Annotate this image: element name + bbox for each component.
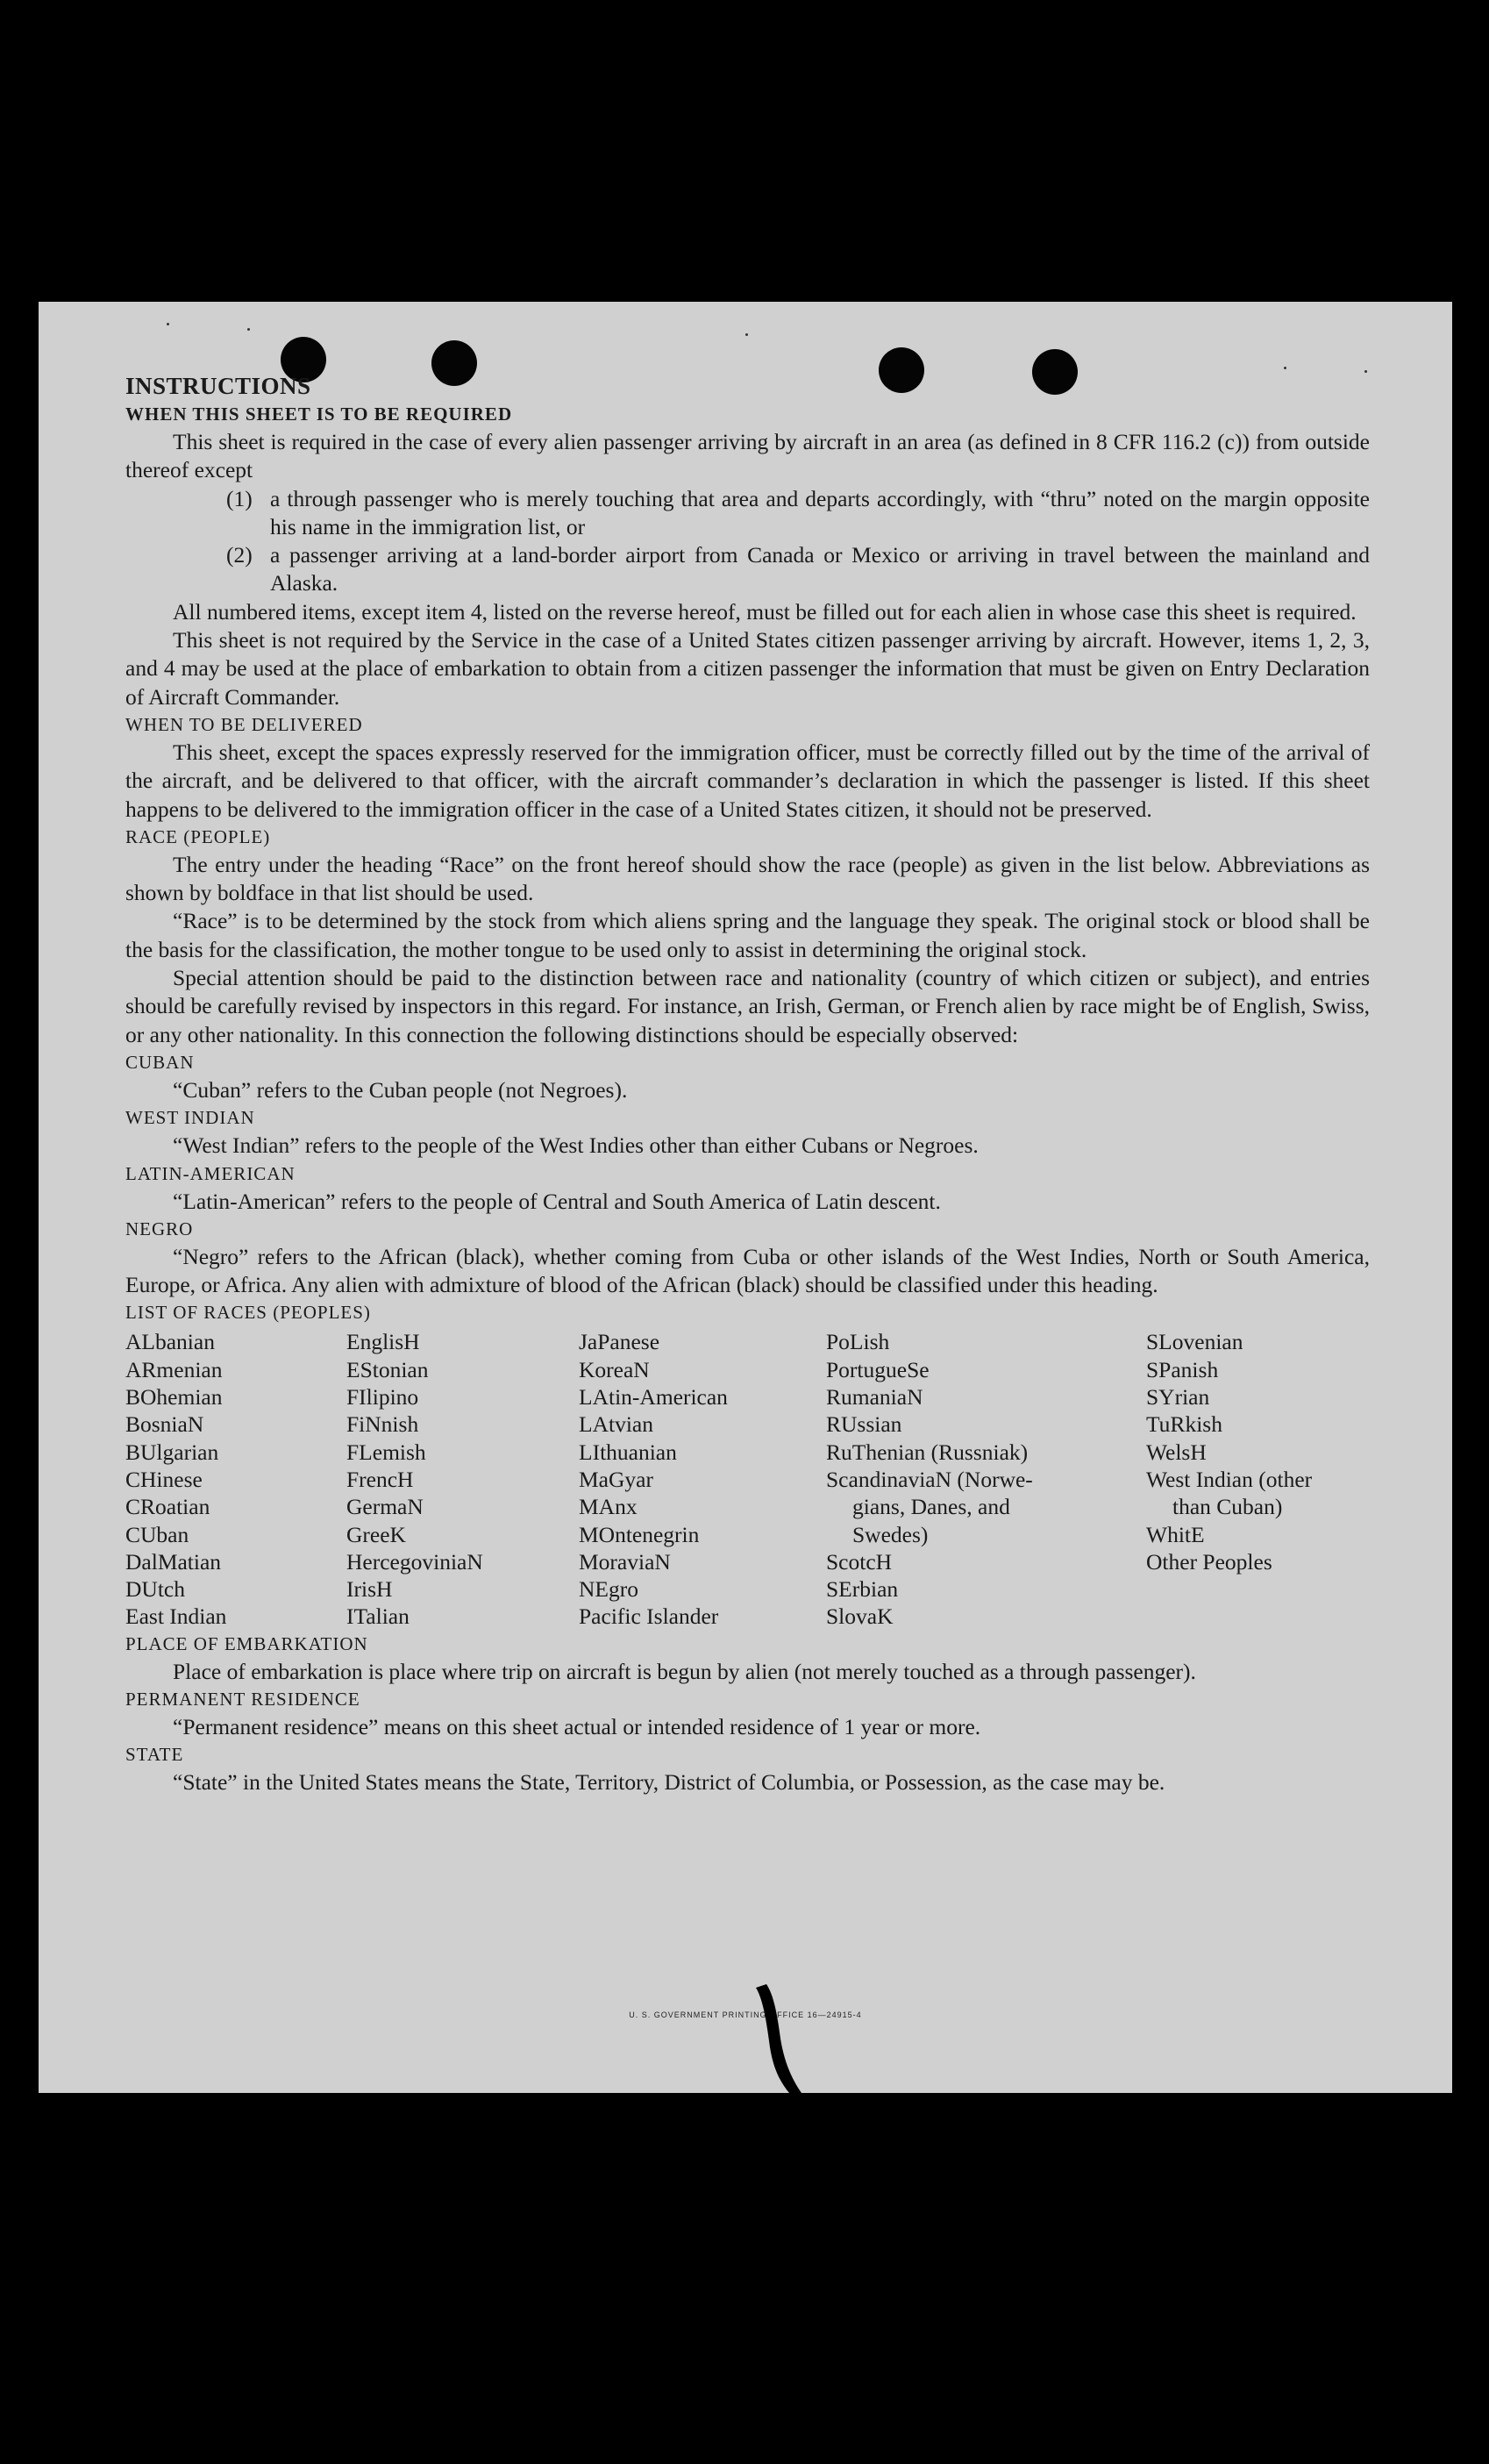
heading-latin-american: LATIN-AMERICAN xyxy=(125,1162,296,1184)
race-entry: BUlgarian xyxy=(125,1439,219,1465)
race-entry: DUtch xyxy=(125,1576,185,1603)
race-entry: ScotcH xyxy=(826,1548,893,1575)
race-entry: ScandinaviaN (Norwe- xyxy=(826,1466,1033,1492)
race-entry: GreeK xyxy=(346,1521,406,1547)
ink-mark xyxy=(39,302,1452,2093)
race-entry: MoraviaN xyxy=(579,1548,671,1575)
heading-cuban: CUBAN xyxy=(125,1051,195,1073)
race-entry: West Indian (other xyxy=(1146,1466,1313,1492)
heading-list-of-races: LIST OF RACES (PEOPLES) xyxy=(125,1302,371,1324)
paragraph-race-nationality: Special attention should be paid to the distinction between race and nationality (country of which citizen or subject), and entries should be carefully revised by inspectors in this regard. For instance, an Irish, German, or French alien by race might be of English, Swiss, or any other nationality. In this connection the following distinctions should be especially observed: xyxy=(125,965,1370,1047)
paragraph-state: “State” in the United States means the State, Territory, District of Columbia, or Possession, as the case may be. xyxy=(173,1769,1165,1796)
race-entry: MAnx xyxy=(579,1494,638,1520)
race-entry: BosniaN xyxy=(125,1411,204,1438)
race-entry: NEgro xyxy=(579,1576,638,1603)
race-entry: GermaN xyxy=(346,1494,424,1520)
race-entry-continued: than Cuban) xyxy=(1172,1494,1283,1520)
race-entry: ITalian xyxy=(346,1603,410,1630)
heading-when-required: WHEN THIS SHEET IS TO BE REQUIRED xyxy=(125,404,513,425)
heading-race: RACE (PEOPLE) xyxy=(125,825,271,847)
paragraph-cuban: “Cuban” refers to the Cuban people (not Negroes). xyxy=(173,1076,628,1103)
paragraph-when-required-intro: This sheet is required in the case of every alien passenger arriving by aircraft in an area (as defined in 8 CFR 116.2 (c)) from outside thereof except xyxy=(125,429,1370,483)
race-entry: WhitE xyxy=(1146,1521,1205,1547)
race-entry: SErbian xyxy=(826,1576,899,1603)
race-entry: FiNnish xyxy=(346,1411,419,1438)
heading-permanent-residence: PERMANENT RESIDENCE xyxy=(125,1688,360,1710)
paragraph-when-delivered: This sheet, except the spaces expressly reserved for the immigration officer, must be correctly filled out by the time of the arrival of the aircraft, and be delivered to that officer, with the aircraft commander’s declaration in which the passenger is listed. If this sheet happens to be delivered to the immigration officer in the case of a United States citizen, it should not be preserved. xyxy=(125,739,1370,822)
race-entry: SPanish xyxy=(1146,1356,1219,1382)
race-entry: JaPanese xyxy=(579,1329,660,1355)
race-entry: ALbanian xyxy=(125,1329,215,1355)
paragraph-citizen-passenger: This sheet is not required by the Service in the case of a United States citizen passenger arriving by aircraft. However, items 1, 2, 3, and 4 may be used at the place of embarkation to obtain from a citizen passenger the information that must be given on Entry Declaration of Aircraft Commander. xyxy=(125,627,1370,710)
paragraph-latin-american: “Latin-American” refers to the people of Central and South America of Latin descent. xyxy=(173,1188,941,1214)
printing-office-imprint: U. S. GOVERNMENT PRINTING OFFICE 16—24915-4 xyxy=(629,2010,862,2019)
race-entry: SYrian xyxy=(1146,1384,1210,1411)
race-entry: SLovenian xyxy=(1146,1329,1243,1355)
heading-negro: NEGRO xyxy=(125,1218,194,1239)
race-entry: CRoatian xyxy=(125,1494,210,1520)
race-entry: EStonian xyxy=(346,1356,429,1382)
paragraph-west-indian: “West Indian” refers to the people of the West Indies other than either Cubans or Negroes. xyxy=(173,1132,979,1159)
paragraph-permanent-residence: “Permanent residence” means on this sheet actual or intended residence of 1 year or more. xyxy=(173,1713,981,1739)
race-entry: WelsH xyxy=(1146,1439,1207,1465)
race-entry: BOhemian xyxy=(125,1384,223,1411)
paragraph-place-of-embarkation: Place of embarkation is place where trip on aircraft is begun by alien (not merely touched as a through passenger). xyxy=(173,1658,1196,1684)
race-entry: SlovaK xyxy=(826,1603,894,1630)
race-entry: RumaniaN xyxy=(826,1384,923,1411)
race-entry: PortugueSe xyxy=(826,1356,930,1382)
race-entry: IrisH xyxy=(346,1576,393,1603)
race-entry: RUssian xyxy=(826,1411,902,1438)
race-entry-continued: gians, Danes, and xyxy=(852,1494,1010,1520)
heading-place-of-embarkation: PLACE OF EMBARKATION xyxy=(125,1632,368,1654)
race-entry: LAtin-American xyxy=(579,1384,728,1411)
race-entry-continued: Swedes) xyxy=(852,1521,929,1547)
race-entry: FIlipino xyxy=(346,1384,419,1411)
document-title: INSTRUCTIONS xyxy=(125,373,311,399)
item-text: a passenger arriving at a land-border airport from Canada or Mexico or arriving in travel between the mainland and Alaska. xyxy=(270,542,1370,596)
race-entry: FLemish xyxy=(346,1439,426,1465)
race-entry: EnglisH xyxy=(346,1329,420,1355)
paragraph-race-definition: “Race” is to be determined by the stock from which aliens spring and the language they speak. The original stock or blood shall be the basis for the classification, the mother tongue to be used only to assist in determining the original stock. xyxy=(125,908,1370,962)
race-entry: East Indian xyxy=(125,1603,227,1630)
race-entry: PoLish xyxy=(826,1329,890,1355)
paragraph-race-entry: The entry under the heading “Race” on the front hereof should show the race (people) as given in the list below. Abbreviations as shown by boldface in that list should be used. xyxy=(125,851,1370,906)
race-entry: LIthuanian xyxy=(579,1439,677,1465)
paragraph-negro: “Negro” refers to the African (black), whether coming from Cuba or other islands of the West Indies, North or South America, Europe, or Africa. Any alien with admixture of blood of the African (black) should be classified under this heading. xyxy=(125,1243,1370,1298)
heading-state: STATE xyxy=(125,1744,184,1766)
race-entry: CUban xyxy=(125,1521,189,1547)
item-number: (1) xyxy=(226,485,253,511)
race-entry: DalMatian xyxy=(125,1548,222,1575)
race-entry: KoreaN xyxy=(579,1356,650,1382)
race-entry: MOntenegrin xyxy=(579,1521,700,1547)
race-entry: MaGyar xyxy=(579,1466,653,1492)
item-text: a through passenger who is merely touching that area and departs accordingly, with “thru” noted on the margin opposite his name in the immigration list, or xyxy=(270,485,1370,539)
race-entry: Pacific Islander xyxy=(579,1603,719,1630)
race-entry: RuThenian (Russniak) xyxy=(826,1439,1029,1465)
race-entry: CHinese xyxy=(125,1466,203,1492)
race-entry: HercegoviniaN xyxy=(346,1548,483,1575)
instruction-sheet xyxy=(39,302,1452,2093)
item-number: (2) xyxy=(226,542,253,568)
paragraph-numbered-items: All numbered items, except item 4, listed on the reverse hereof, must be filled out for each alien in whose case this sheet is required. xyxy=(173,598,1357,625)
race-entry: ARmenian xyxy=(125,1356,223,1382)
race-entry: TuRkish xyxy=(1146,1411,1222,1438)
race-entry: LAtvian xyxy=(579,1411,653,1438)
heading-west-indian: WEST INDIAN xyxy=(125,1107,255,1129)
race-entry: Other Peoples xyxy=(1146,1548,1272,1575)
heading-when-delivered: WHEN TO BE DELIVERED xyxy=(125,713,363,735)
race-entry: FrencH xyxy=(346,1466,414,1492)
